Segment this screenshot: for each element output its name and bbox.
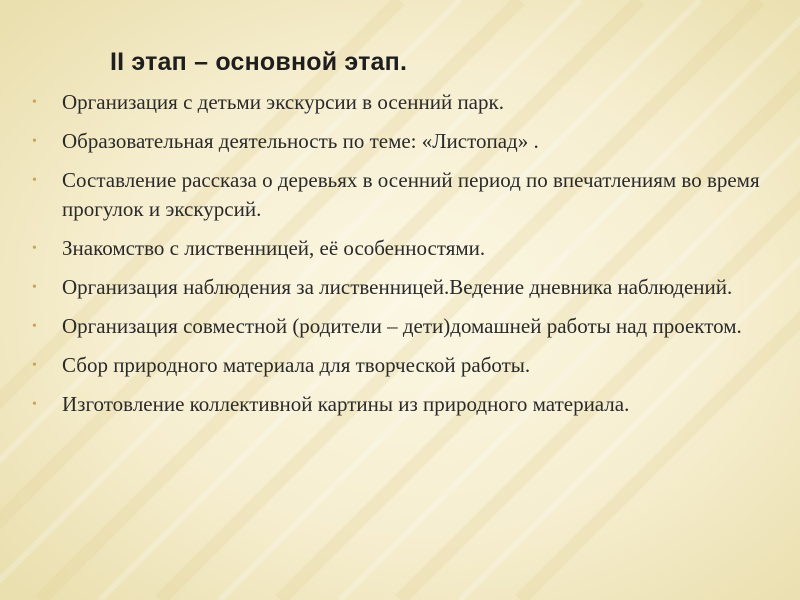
- list-item: [32, 312, 772, 341]
- slide-title: II этап – основной этап.: [110, 48, 408, 76]
- list-item-text: Изготовление коллективной картины из природного материала.: [62, 392, 630, 416]
- list-item: [32, 88, 772, 117]
- list-item: [32, 273, 772, 302]
- list-item-text: Организация с детьми экскурсии в осенний парк.: [62, 90, 504, 114]
- bullet-icon: •: [32, 134, 37, 149]
- bullet-icon: •: [32, 358, 37, 373]
- list-item-text: Сбор природного материала для творческой работы.: [62, 353, 531, 377]
- bullet-icon: •: [32, 280, 37, 295]
- list-item-text: Образовательная деятельность по теме: «Листопад» .: [62, 129, 539, 153]
- list-item-text: Организация наблюдения за лиственницей.Ведение дневника наблюдений.: [62, 275, 733, 299]
- bullet-icon: •: [32, 95, 37, 110]
- bullet-icon: •: [32, 319, 37, 334]
- list-item-text: Знакомство с лиственницей, её особенностями.: [62, 236, 486, 260]
- list-item: [32, 234, 772, 263]
- bullet-icon: •: [32, 241, 37, 256]
- bullet-icon: •: [32, 173, 37, 188]
- list-item: [32, 351, 772, 380]
- list-item-text: Организация совместной (родители – дети)домашней работы над проектом.: [62, 314, 742, 338]
- list-item: [32, 390, 772, 419]
- list-item: [32, 166, 772, 224]
- list-item-text: Составление рассказа о деревьях в осенний период по впечатлениям во время прогулок и экскурсий.: [62, 168, 760, 221]
- bullet-icon: •: [32, 397, 37, 412]
- bullet-list: [32, 88, 772, 429]
- list-item: [32, 127, 772, 156]
